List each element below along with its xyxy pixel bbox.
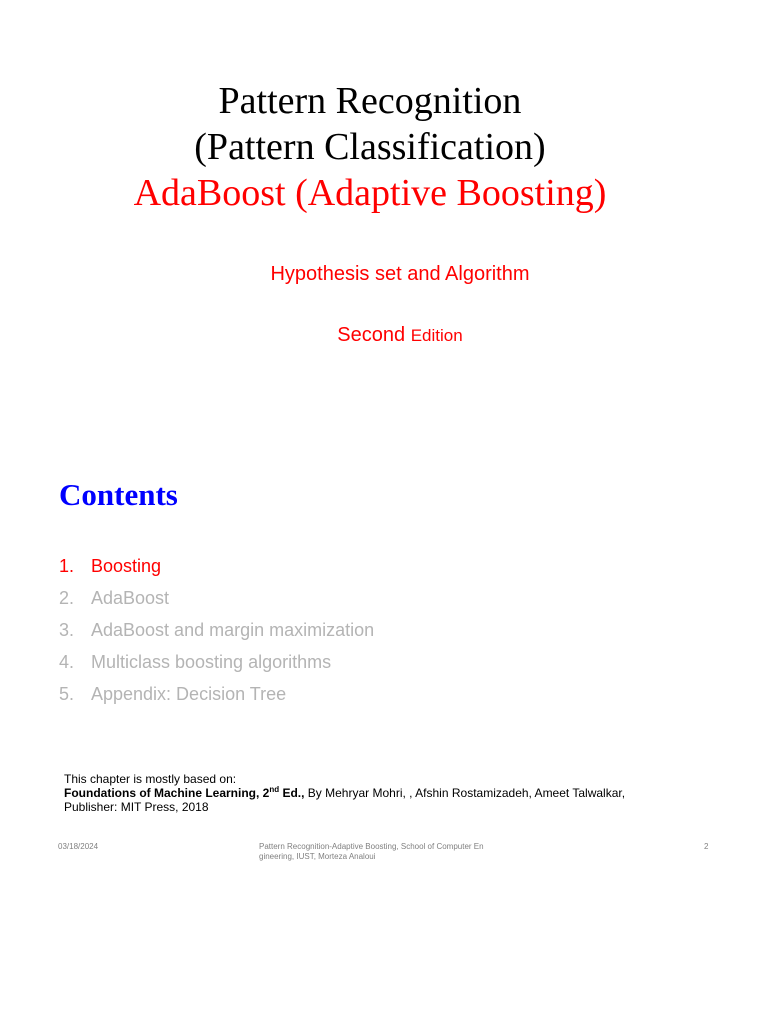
contents-item-number: 5. xyxy=(59,684,75,704)
contents-item-margin xyxy=(59,614,374,646)
contents-item-multiclass xyxy=(59,646,374,678)
contents-item-boosting xyxy=(59,550,374,582)
title-line-3: AdaBoost (Adaptive Boosting) xyxy=(133,172,607,214)
book-authors: By Mehryar Mohri, , Afshin Rostamizadeh, Ameet Talwalkar, xyxy=(304,786,626,800)
page-number: 2 xyxy=(704,842,709,851)
source-intro: This chapter is mostly based on: xyxy=(64,772,237,786)
book-title-prefix: Foundations of Machine Learning, 2 xyxy=(64,786,270,800)
contents-item-label: Multiclass boosting algorithms xyxy=(91,652,332,672)
contents-item-number: 2. xyxy=(59,588,75,608)
contents-list xyxy=(59,550,374,710)
subtitle-hypothesis: Hypothesis set and Algorithm xyxy=(270,263,530,285)
source-book xyxy=(64,786,625,800)
contents-item-appendix xyxy=(59,678,374,710)
contents-item-number: 3. xyxy=(59,620,75,640)
contents-item-label: Appendix: Decision Tree xyxy=(91,684,287,704)
title-block xyxy=(0,78,740,216)
footer-date: 03/18/2024 xyxy=(58,842,99,851)
book-title-sup: nd xyxy=(269,785,280,794)
contents-item-label: AdaBoost xyxy=(91,588,170,608)
book-title-suffix: Ed., xyxy=(279,786,305,800)
contents-item-label: AdaBoost and margin maximization xyxy=(91,620,375,640)
source-publisher: Publisher: MIT Press, 2018 xyxy=(64,800,209,814)
footer-center-line-2: gineering, IUST, Morteza Analoui xyxy=(259,852,376,861)
subtitle-edition xyxy=(140,324,660,347)
contents-item-number: 1. xyxy=(59,556,75,576)
footer-center-line-1: Pattern Recognition-Adaptive Boosting, School of Computer En xyxy=(259,842,484,851)
edition-small: Edition xyxy=(410,326,463,345)
contents-heading: Contents xyxy=(59,477,178,512)
edition-main: Second xyxy=(337,324,406,346)
title-line-1: Pattern Recognition xyxy=(218,80,522,122)
contents-item-adaboost xyxy=(59,582,374,614)
book-title xyxy=(64,786,304,800)
contents-item-number: 4. xyxy=(59,652,75,672)
title-line-2: (Pattern Classification) xyxy=(194,126,546,168)
footer-center xyxy=(259,842,509,862)
source-note xyxy=(64,772,625,814)
contents-item-label: Boosting xyxy=(91,556,162,576)
